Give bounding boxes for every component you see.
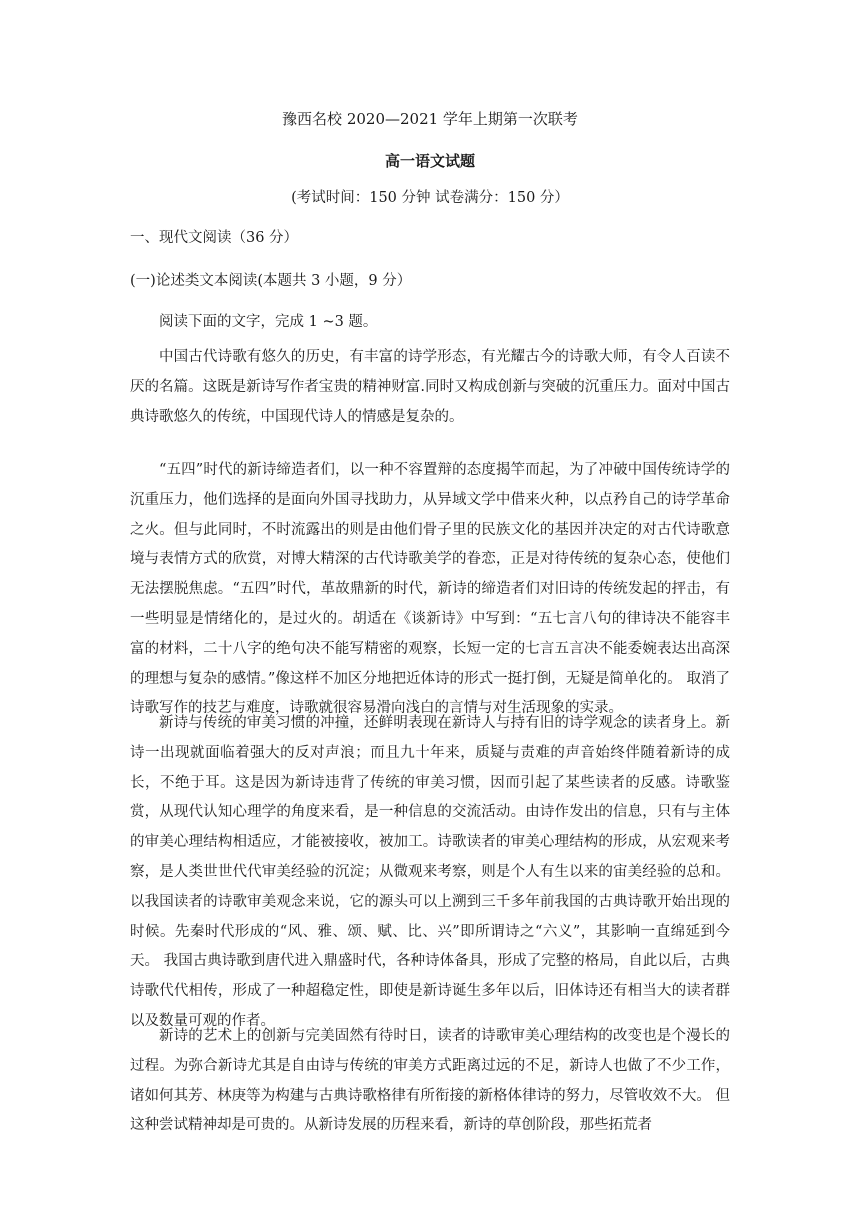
exam-subtitle: 高一语文试题 <box>384 152 475 170</box>
paragraph-1: 中国古代诗歌有悠久的历史，有丰富的诗学形态，有光耀古今的诗歌大师，有令人百读不厌的名篇。这既是新诗写作者宝贵的精神财富.同时又构成创新与突破的沉重压力。面对中国古典诗歌悠久的传统，中国现代诗人的情感是复杂的。 <box>130 349 730 425</box>
exam-info: (考试时间：150 分钟 试卷满分：150 分） <box>291 190 569 206</box>
paragraph-4: 新诗的艺术上的创新与完美固然有待时日，读者的诗歌审美心理结构的改变也是个漫长的过程。为弥合新诗尤其是自由诗与传统的审美方式距离过远的不足，新诗人也做了不少工作，诸如何其芳、林庚等为构建与古典诗歌格律有所衔接的新格体律诗的努力，尽管收效不大。 但这种尝试精神却是可贵的。从新诗发展的历程来看，新诗的草创阶段，那些拓荒者 <box>130 1028 730 1134</box>
section-heading: 一、现代文阅读（36 分） <box>130 230 299 246</box>
exam-title: 豫西名校 2020—2021 学年上期第一次联考 <box>282 110 578 128</box>
paragraph-2: “五四”时代的新诗缔造者们，以一种不容置辩的态度揭竿而起，为了冲破中国传统诗学的沉重压力，他们选择的是面向外国寻找助力，从异域文学中借来火种，以点矜自己的诗学革命之火。但与此同时，不时流露出的则是由他们骨子里的民族文化的基因并决定的对古代诗歌意境与表情方式的欣赏，对博大精深的古代诗歌美学的眷恋，正是对待传统的复杂心态，使他们无法摆脱焦虑。“五四”时代，革故鼎新的时代，新诗的缔造者们对旧诗的传统发起的抨击，有一些明显是情绪化的，是过火的。胡适在《谈新诗》中写到：“五七言八句的律诗决不能容丰富的材料，二十八字的绝句决不能写精密的观察，长短一定的七言五言决不能委婉表达出高深的理想与复杂的感情。”像这样不加区分地把近体诗的形式一挺打倒，无疑是简单化的。 取消了诗歌写作的技艺与难度，诗歌就很容易滑向浅白的言情与对生活现象的实录。 <box>130 462 730 717</box>
paragraph-3: 新诗与传统的审美习惯的冲撞，还鲜明表现在新诗人与持有旧的诗学观念的读者身上。新诗一出现就面临着强大的反对声浪；而且九十年来，质疑与责难的声音始终伴随着新诗的成长，不绝于耳。这是因为新诗违背了传统的审美习惯，因而引起了某些读者的反感。诗歌鉴赏，从现代认知心理学的角度来看，是一种信息的交流活动。由诗作发出的信息，只有与主体的审美心理结构相适应，才能被接收，被加工。诗歌读者的审美心理结构的形成，从宏观来考察，是人类世世代代审美经验的沉淀；从微观来考察，则是个人有生以来的宙美经验的总和。 以我国读者的诗歌审美观念来说，它的源头可以上溯到三千多年前我国的古典诗歌开始出现的时候。先秦时代形成的“风、雅、颂、赋、比、兴”即所谓诗之“六义”，其影响一直绵延到今天。 我国古典诗歌到唐代进入鼎盛时代，各种诗体备具，形成了完整的格局，自此以后，古典诗歌代代相传，形成了一种超稳定性，即使是新诗诞生多年以后，旧体诗还有相当大的读者群以及数量可观的作者。 <box>130 715 730 1029</box>
reading-instruction: 阅读下面的文字，完成 1 ~3 题。 <box>159 314 378 330</box>
section-subheading: (一)论述类文本阅读(本题共 3 小题，9 分） <box>130 273 412 289</box>
